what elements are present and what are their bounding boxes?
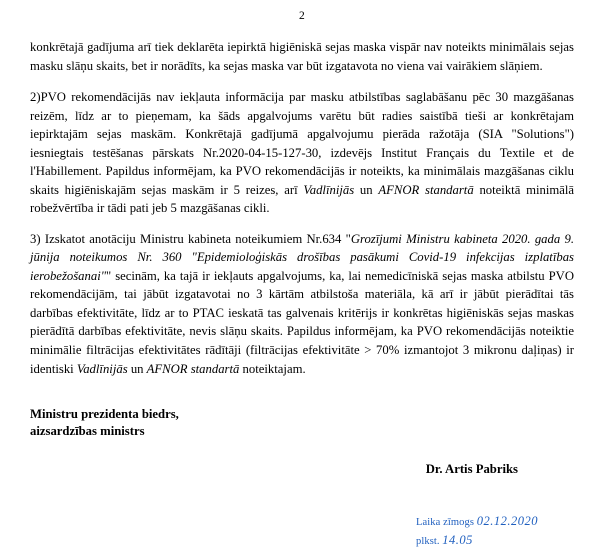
page-number: 2 (299, 10, 305, 22)
time-stamp-date-value: 02.12.2020 (476, 514, 538, 528)
signature-title-line-2: aizsardzības ministrs (30, 424, 145, 439)
time-stamp-block (416, 512, 538, 550)
time-stamp-clock-label: plkst. (416, 535, 440, 547)
signer-name: Dr. Artis Pabriks (425, 462, 518, 477)
time-stamp-date-row (416, 512, 538, 531)
signature-title-line-1: Ministru prezidenta biedrs, (30, 407, 179, 422)
time-stamp-label: Laika zīmogs (416, 517, 475, 528)
paragraph-continuation: konkrētajā gadījuma arī tiek deklarēta iepirktā higiēniskā sejas maska vispār nav noteikts minimālais sejas masku slāņu skaits, bet ir norādīts, ka sejas maska var būt izgatavota no viena vai vairākiem slāņiem. (30, 40, 574, 73)
signature-title (30, 406, 574, 440)
paragraph-point-3: 3) Izskatot anotāciju Ministru kabineta noteikumiem Nr.634 "Grozījumi Ministru kabineta 2020. gada 9. jūnija noteikumos Nr. 360 "Epidemioloģiskās drošības pasākumi Covid-19 infekcijas izplatības ierobežošanai"" secinām, ka tajā ir iekļauts apgalvojums, ka, lai nemedicīniskā sejas maska atbilstu PVO rekomendācijām, tai jābūt izgatavotai no 3 kārtām atbilstoša materiāla, kā arī ir jābūt pierādītai tās darbības efektivitāte, līdz ar to PTAC ieskatā tas galvenais kritērijs ir konkrētas higiēniskās sejas maskas pierādītā darbības efektivitāte, nevis slāņu skaits. Papildus informējam, ka PVO rekomendācijās noteiktie minimālie filtrācijas efektivitātes rādītāji (filtrācijas efektivitāte > 70% izmantojot 3 mikronu daļiņas) ir identiski Vadlīnijās un AFNOR standartā noteiktajam. (30, 231, 574, 376)
time-stamp-clock-row (416, 531, 538, 550)
time-stamp-clock-value: 14.05 (442, 532, 473, 547)
paragraph-point-2: 2)PVO rekomendācijās nav iekļauta informācija par masku atbilstības saglabāšanu pēc 30 mazgāšanas reizēm, līdz ar to pieņemam, ka šāds apgalvojums varētu būt radies saistībā tieši ar konkrētajam iepirktajām sejas maskām. Konkrētajā gadījumā apgalvojumu pierāda ražotāja (SIA "Solutions") iesniegtais testēšanas pārskats Nr.2020-04-15-127-30, izdevējs Institut Français du Textile et de l'Habillement. Papildus informējam, ka PVO rekomendācijās ir noteikts, ka minimālais mazgāšanas ciklu skaits higiēniskajām sejas maskām ir 5 reizes, arī Vadlīnijās un AFNOR standartā noteiktā minimālā robežvērtība ir tādi pati jeb 5 mazgāšanas cikli. (30, 90, 575, 216)
